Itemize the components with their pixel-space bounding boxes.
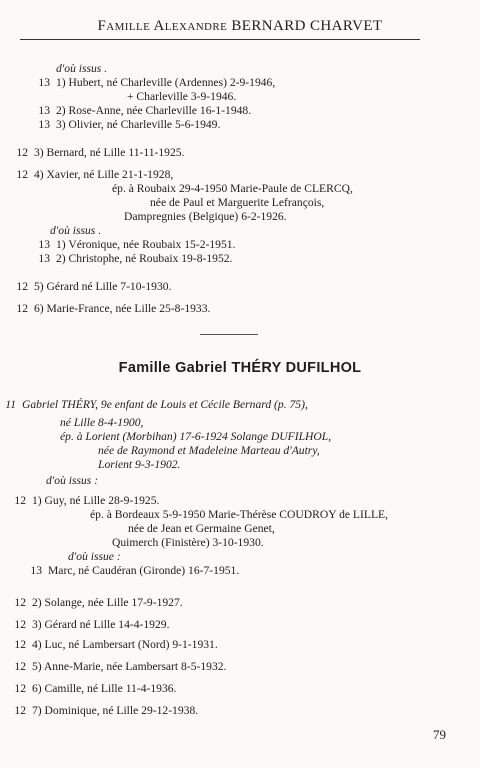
text-line <box>2 398 308 412</box>
text-line <box>12 596 183 610</box>
header-rule <box>20 39 420 40</box>
text-line <box>124 210 287 224</box>
generation-number: 13 <box>38 238 50 251</box>
line-text: 2) Christophe, né Roubaix 19-8-1952. <box>56 252 233 265</box>
line-text: 3) Olivier, né Charleville 5-6-1949. <box>56 118 221 131</box>
line-text: 6) Marie-France, née Lille 25-8-1933. <box>34 302 211 315</box>
line-text: 5) Gérard né Lille 7-10-1930. <box>34 280 172 293</box>
text-line <box>60 416 143 430</box>
text-line <box>112 182 353 196</box>
line-text: née de Paul et Marguerite Lefrançois, <box>150 196 325 209</box>
text-line <box>112 536 264 550</box>
text-line <box>12 494 159 508</box>
generation-number: 12 <box>14 660 26 673</box>
line-text: d'où issus . <box>50 224 102 237</box>
generation-number: 12 <box>16 168 28 181</box>
text-line <box>46 474 98 488</box>
generation-number: 13 <box>38 252 50 265</box>
line-text: née de Raymond et Madeleine Marteau d'Autry, <box>98 444 320 457</box>
line-text: d'où issue : <box>68 550 121 563</box>
line-text: Gabriel THÉRY, 9e enfant de Louis et Cécile Bernard (p. 75), <box>22 398 308 411</box>
section-separator <box>200 334 258 335</box>
line-text: 1) Hubert, né Charleville (Ardennes) 2-9-1946, <box>56 76 276 89</box>
generation-number: 12 <box>14 638 26 651</box>
generation-number: 12 <box>16 302 28 315</box>
text-line <box>128 522 275 536</box>
text-line <box>12 682 176 696</box>
line-text: 2) Rose-Anne, née Charleville 16-1-1948. <box>56 104 252 117</box>
generation-number: 13 <box>30 564 42 577</box>
page-header: Famille Alexandre BERNARD CHARVET <box>97 18 383 34</box>
text-line <box>36 238 235 252</box>
line-text: 4) Luc, né Lambersart (Nord) 9-1-1931. <box>32 638 218 651</box>
text-line <box>14 280 171 294</box>
generation-number: 13 <box>38 104 50 117</box>
line-text: née de Jean et Germaine Genet, <box>128 522 275 535</box>
text-line <box>12 618 169 632</box>
line-text: ép. à Lorient (Morbihan) 17-6-1924 Solange DUFILHOL, <box>60 430 332 443</box>
generation-number: 13 <box>38 76 50 89</box>
line-text: + Charleville 3-9-1946. <box>127 90 237 103</box>
text-line <box>150 196 324 210</box>
section-title: Famille Gabriel THÉRY DUFILHOL <box>118 360 362 376</box>
text-line <box>12 704 198 718</box>
generation-number: 12 <box>14 596 26 609</box>
line-text: 5) Anne-Marie, née Lambersart 8-5-1932. <box>32 660 227 673</box>
line-text: Marc, né Caudéran (Gironde) 16-7-1951. <box>48 564 240 577</box>
generation-number: 12 <box>14 494 26 507</box>
generation-number: 13 <box>38 118 50 131</box>
line-text: 2) Solange, née Lille 17-9-1927. <box>32 596 183 609</box>
text-line <box>36 118 220 132</box>
line-text: 6) Camille, né Lille 11-4-1936. <box>32 682 177 695</box>
line-text: ép. à Bordeaux 5-9-1950 Marie-Thérèse COUDROY de LILLE, <box>90 508 389 521</box>
line-text: 4) Xavier, né Lille 21-1-1928, <box>34 168 174 181</box>
text-line <box>14 302 210 316</box>
text-line <box>98 444 320 458</box>
line-text: 1) Guy, né Lille 28-9-1925. <box>32 494 160 507</box>
line-text: Dampregnies (Belgique) 6-2-1926. <box>124 210 287 223</box>
text-line <box>36 76 275 90</box>
generation-number: 12 <box>16 280 28 293</box>
text-line <box>12 638 218 652</box>
generation-number: 12 <box>14 618 26 631</box>
text-line <box>68 550 121 564</box>
text-line <box>36 104 251 118</box>
text-line <box>12 660 226 674</box>
generation-number: 12 <box>14 704 26 717</box>
generation-number: 12 <box>14 682 26 695</box>
text-line <box>127 90 236 104</box>
generation-number: 11 <box>5 398 16 411</box>
line-text: d'où issus : <box>46 474 99 487</box>
line-text: 3) Bernard, né Lille 11-11-1925. <box>34 146 185 159</box>
line-text: Quimerch (Finistère) 3-10-1930. <box>112 536 264 549</box>
line-text: 7) Dominique, né Lille 29-12-1938. <box>32 704 199 717</box>
line-text: 1) Véronique, née Roubaix 15-2-1951. <box>56 238 236 251</box>
line-text: ép. à Roubaix 29-4-1950 Marie-Paule de CLERCQ, <box>112 182 353 195</box>
line-text: né Lille 8-4-1900, <box>60 416 144 429</box>
page-number: 79 <box>433 727 446 742</box>
text-line <box>56 62 107 76</box>
text-line <box>60 430 331 444</box>
text-line <box>36 252 232 266</box>
text-line <box>50 224 101 238</box>
text-line <box>98 458 180 472</box>
text-line <box>90 508 388 522</box>
line-text: 3) Gérard né Lille 14-4-1929. <box>32 618 170 631</box>
text-line <box>14 168 173 182</box>
text-line <box>14 146 184 160</box>
text-line <box>28 564 239 578</box>
line-text: d'où issus . <box>56 62 108 75</box>
line-text: Lorient 9-3-1902. <box>98 458 181 471</box>
generation-number: 12 <box>16 146 28 159</box>
